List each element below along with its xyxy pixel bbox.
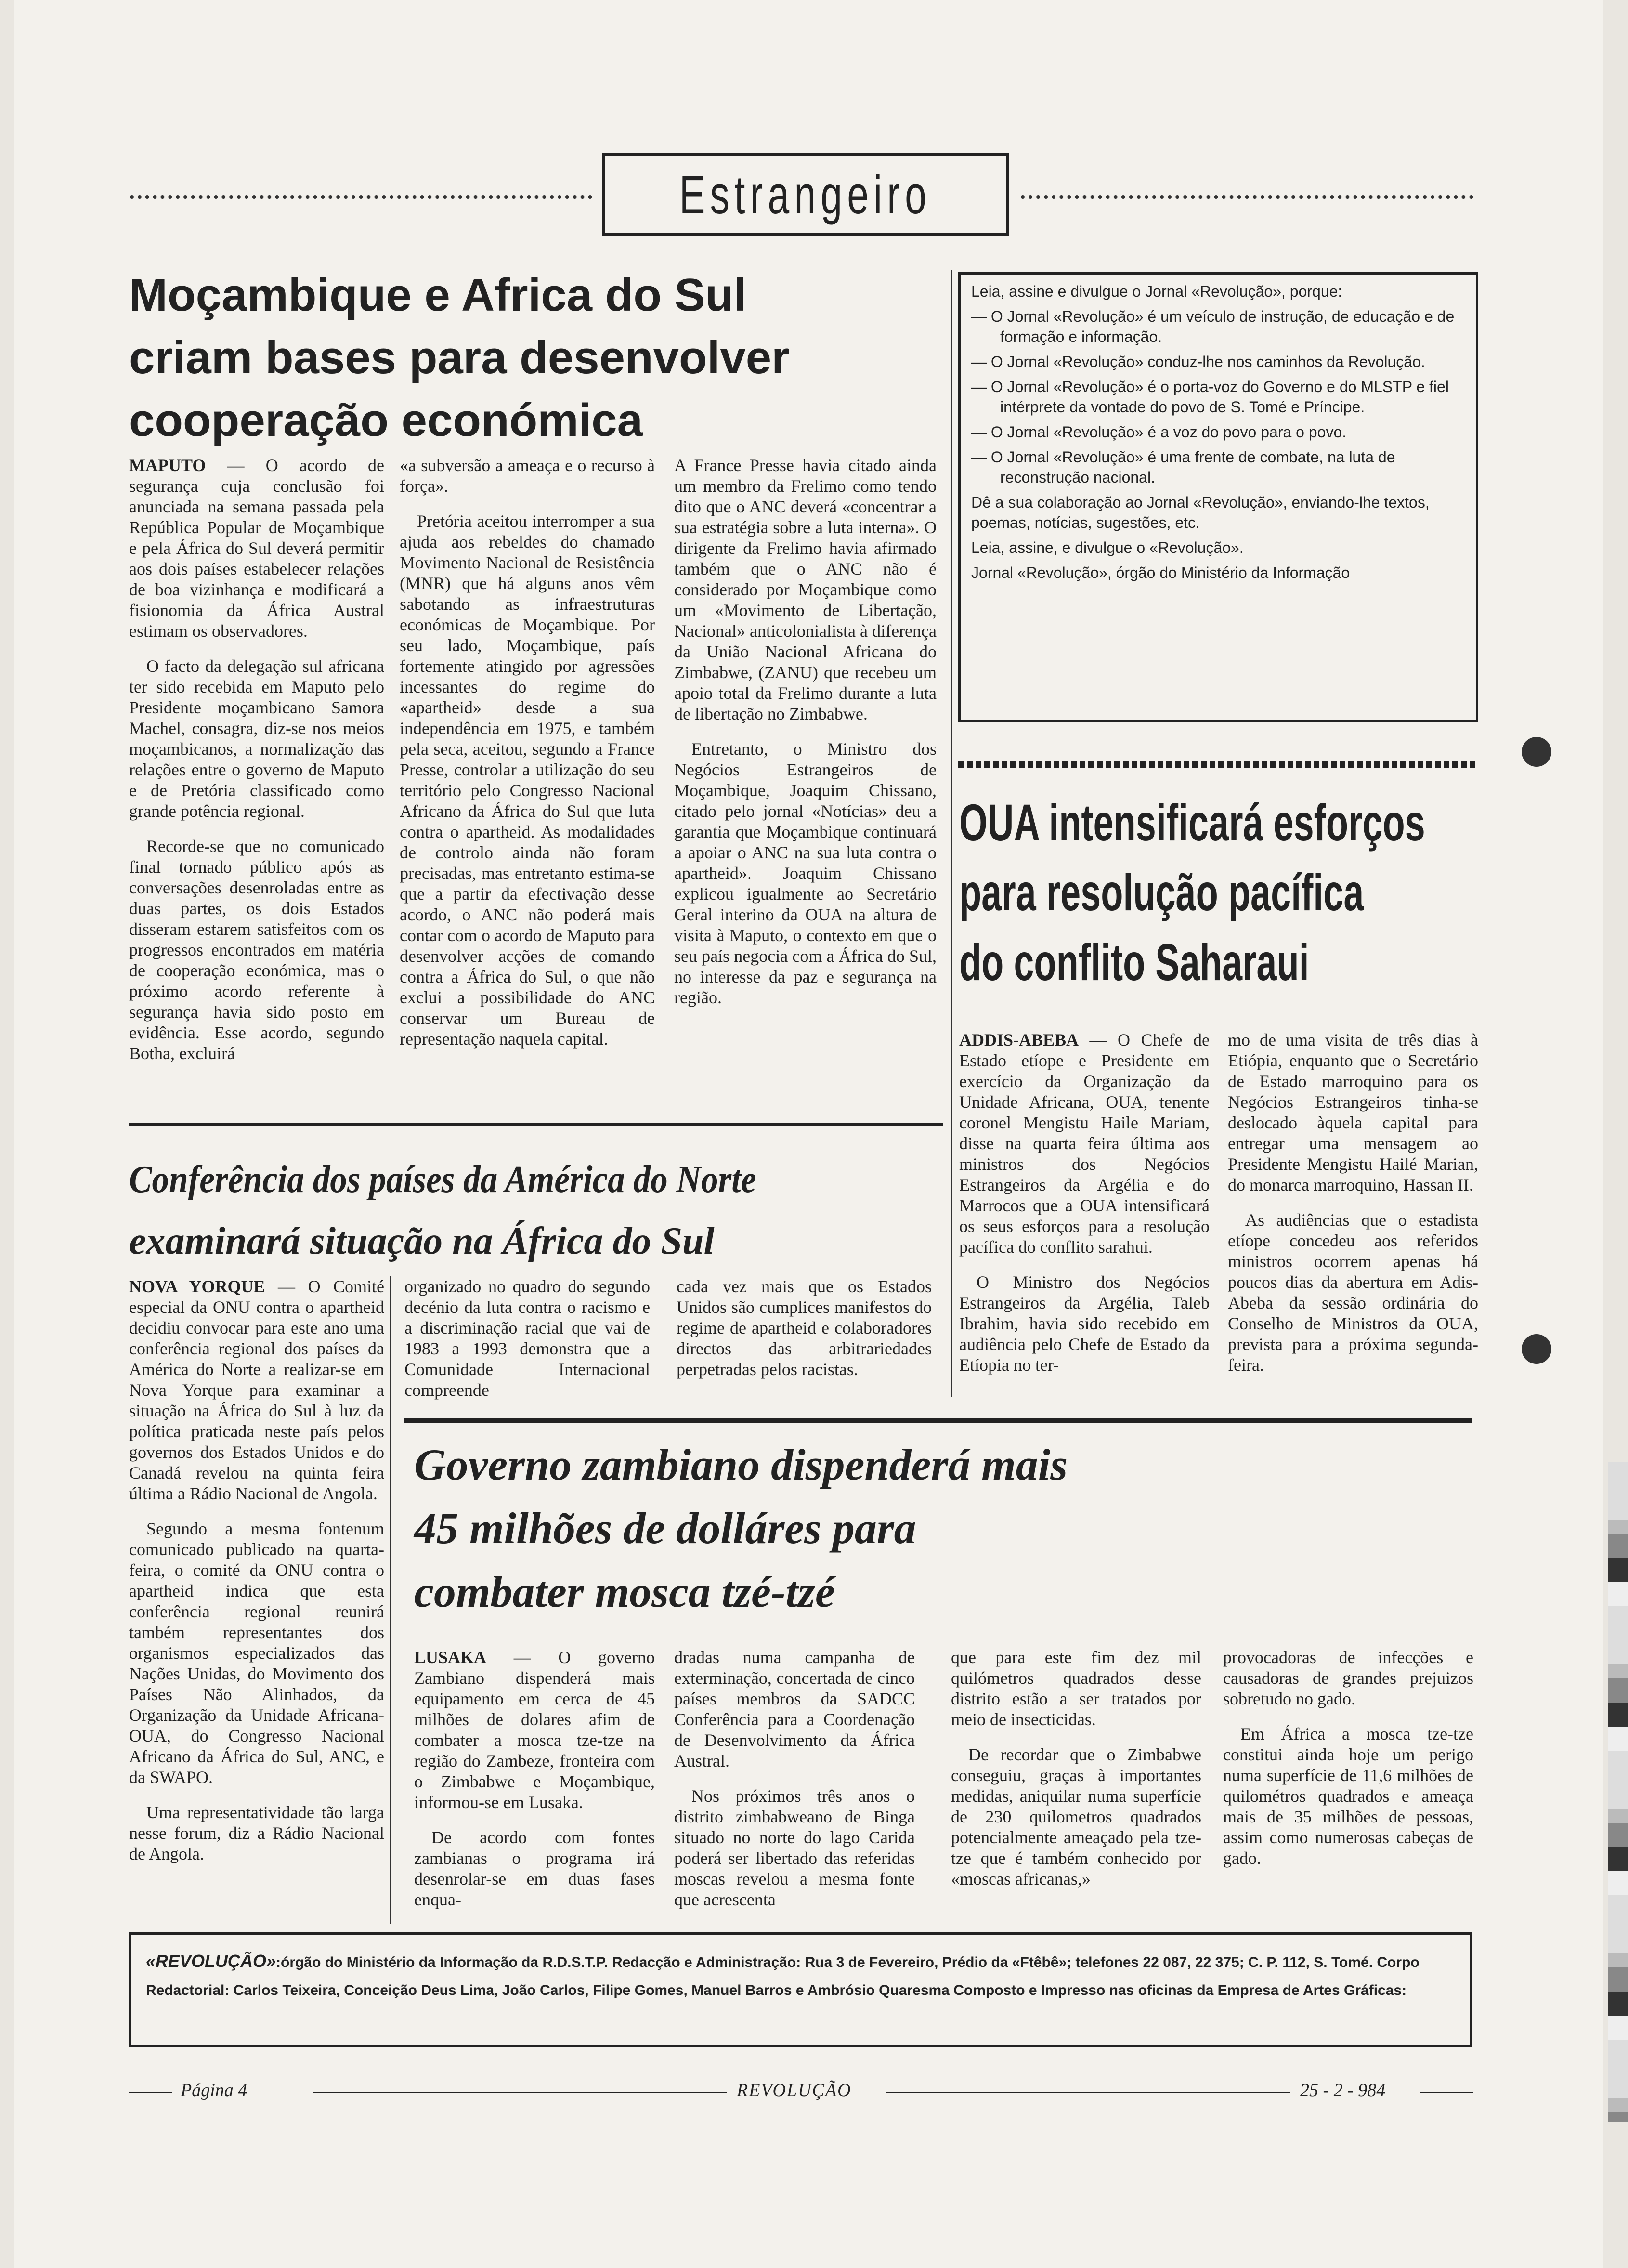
paragraph-text: — O Comité especial da ONU contra o apartheid decidiu convocar para este ano uma conferência regional dos países da América do Norte a realizar-se em Nova Yorque para examinar a situação na África do Sul à luz da política praticada neste país pelos governos dos Estados Unidos e do Canadá revelou na quinta feira última a Rádio Nacional de Angola. [129, 1277, 384, 1503]
promo-item: — O Jornal «Revolução» é o porta-voz do Governo e do MLSTP e fiel intérprete da vontade do povo de S. Tomé e Príncipe. [971, 378, 1449, 416]
paragraph: De acordo com fontes zambianas o programa irá desenrolar-se em duas fases enqua- [414, 1828, 655, 1909]
paragraph: provocadoras de infecções e causadoras de grandes prejuizos sobretudo no gado. [1223, 1648, 1473, 1708]
zambia-top-rule [404, 1418, 1472, 1423]
paragraph: Uma representatividade tão larga nesse forum, diz a Rádio Nacional de Angola. [129, 1803, 384, 1863]
paragraph: O Ministro dos Negócios Estrangeiros da Argélia, Taleb Ibrahim, havia sido recebido em audiência pelo Chefe de Estado da Etíopia no ter- [959, 1272, 1210, 1375]
dateline: MAPUTO [129, 456, 206, 475]
promo-intro: Leia, assine e divulgue o Jornal «Revolução», porque: [971, 283, 1342, 300]
article1-headline [129, 264, 948, 452]
paragraph [959, 1030, 1210, 1258]
zambia-col1 [414, 1647, 655, 1925]
paragraph: Segundo a mesma fontenum comunicado publicado na quarta-feira, o comité da ONU contra o apartheid indica que esta conferência regional reunirá também representantes dos organismos especializados das Nações Unidas, do Movimento dos Países Não Alinhados, da Organização da Unidade Africana-OUA, do Congresso Nacional Africano da África do Sul, ANC, e da SWAPO. [129, 1519, 384, 1787]
paragraph: mo de uma visita de três dias à Etiópia, enquanto que o Secretário de Estado marroquino para os Negócios Estrangeiros tinha-se deslocado àquela capital para entregar uma mensagem ao Presidente Mengistu Hailé Marian, do monarca marroquino, Hassan II. [1228, 1030, 1478, 1194]
dateline: ADDIS-ABEBA [959, 1030, 1079, 1049]
conference-col3 [677, 1276, 932, 1394]
paragraph: que para este fim dez mil quilómetros quadrados desse distrito estão a ser tratados por meio de insecticidas. [951, 1648, 1201, 1729]
zambia-headline-line: Governo zambiano dispenderá mais [414, 1440, 1068, 1489]
paragraph: Pretória aceitou interromper a sua ajuda aos rebeldes do chamado Movimento Nacional de Resistência (MNR) que há alguns anos vêm sabotando as infraestruturas económicas de Moçambique. Por seu lado, Moçambique, país fortemente atingido por agressões incessantes do regime do «apartheid» desde a sua independência em 1975, e também pela seca, aceitou, segundo a France Presse, controlar a utilização do seu território pelo Congresso Nacional Africano da África do Sul que luta contra o apartheid. As modalidades de controlo ainda não foram precisadas, mas entretanto estima-se que a partir da efectivação desse acordo, o ANC não poderá mais contar com o acordo de Maputo para desenvolver acções de comando contra a África do Sul, o que não exclui a possibilidade do ANC conservar um Bureau de representação naquela capital. [400, 511, 655, 1049]
paragraph: De recordar que o Zimbabwe conseguiu, graças à importantes medidas, aniquilar numa superfície de 230 quilometros quadrados potencialmente ameaçado pela tze-tze que é também conhecido por «moscas africanas,» [951, 1745, 1201, 1888]
zambia-headline [414, 1433, 1473, 1624]
oua-headline-line: OUA intensificará esforços [959, 793, 1425, 852]
promo-signature: Jornal «Revolução», órgão do Ministério da Informação [971, 564, 1350, 581]
paragraph [129, 455, 384, 642]
footer-rule-right [1420, 2092, 1473, 2093]
promo-item: — O Jornal «Revolução» é uma frente de combate, na luta de reconstrução nacional. [971, 448, 1395, 486]
footer-page: Página 4 [181, 2080, 247, 2100]
oua-headline-line: para resolução pacífica [959, 863, 1364, 921]
masthead-box [129, 1932, 1472, 2047]
header-rule-left [130, 195, 592, 199]
article1-col3 [674, 455, 937, 1023]
paragraph: Recorde-se que no comunicado final tornado público após as conversações desenroladas entre as duas partes, os dois Estados disseram estarem satisfeitos com os progressos encontrados em matéria de cooperação económica, mas o próximo acordo referente à segurança havia sido posto em evidência. Esse acordo, segundo Botha, excluirá [129, 837, 384, 1063]
color-calibration-strip [1608, 1462, 1628, 2122]
paragraph: «a subversão a ameaça e o recurso à força». [400, 456, 655, 496]
subscription-promo-box [958, 272, 1478, 722]
footer-rule-left [129, 2092, 172, 2093]
oua-top-rule [958, 761, 1478, 768]
article1-bottom-rule [129, 1123, 943, 1126]
zambia-col2 [674, 1647, 915, 1925]
right-column-divider [951, 270, 952, 1397]
conference-col1 [129, 1276, 384, 1879]
promo-item: — O Jornal «Revolução» é a voz do povo para o povo. [971, 423, 1347, 441]
paragraph-text: — O acordo de segurança cuja conclusão foi anunciada na semana passada pela República Popular de Moçambique e pela África do Sul deverá permitir aos dois países estabelecer relações de boa vizinhança e modificará a fisionomia da África Austral estimam os observadores. [129, 456, 384, 641]
zambia-headline-line: combater mosca tzé-tzé [414, 1567, 835, 1616]
article1-headline-line: Moçambique e Africa do Sul [129, 269, 746, 321]
paragraph: As audiências que o estadista etíope concedeu aos referidos ministros ocorrem apenas há poucos dias da abertura em Adis-Abeba da sessão ordinária do Conselho de Ministros da OUA, prevista para a próxima segunda-feira. [1228, 1210, 1478, 1375]
conference-col2 [404, 1276, 650, 1415]
article1-col2 [400, 455, 655, 1064]
masthead-name: «REVOLUÇÃO» [146, 1951, 276, 1971]
article1-col1 [129, 455, 384, 1078]
paragraph: Em África a mosca tze-tze constitui ainda hoje um perigo numa superfície de 11,6 milhões de quilométros quadrados e ameaça mais de 35 milhões de pessoas, assim como numerosas cabeças de gado. [1223, 1724, 1473, 1868]
dateline: NOVA YORQUE [129, 1277, 265, 1296]
oua-headline [959, 787, 1479, 997]
article1-headline-line: cooperação económica [129, 394, 643, 446]
masthead-text: :órgão do Ministério da Informação da R.D.S.T.P. Redacção e Administração: Rua 3 de Fevereiro, Prédio da «Ftêbê»; telefones 22 087, 22 375; C. P. 112, S. Tomé. Corpo Redactorial: Carlos Teixeira, Conceição Deus Lima, João Carlos, Filipe Gomes, Manuel Barros e Ambrósio Quaresma Composto e Impresso nas oficinas da Empresa de Artes Gráficas: [146, 1954, 1420, 1998]
paragraph: Entretanto, o Ministro dos Negócios Estrangeiros de Moçambique, Joaquim Chissano, citado pelo jornal «Notícias» deu a garantia que Moçambique continuará a apoiar o ANC na sua luta contra o apartheid». Joaquim Chissano explicou igualmente ao Secretário Geral interino da OUA na altura de visita à Maputo, o contexto em que o seu país negocia com a África do Sul, no interesse da paz e segurança na região. [674, 739, 937, 1007]
header-rule-right [1021, 195, 1473, 199]
footer-rule-mid2 [886, 2092, 1290, 2093]
section-title-box [602, 153, 1009, 236]
section-title: Estrangeiro [679, 164, 932, 225]
conference-headline-line: Conferência dos países da América do Norte [129, 1158, 756, 1201]
left-column-divider [390, 1276, 391, 1924]
binder-hole [1522, 1334, 1551, 1364]
paragraph: cada vez mais que os Estados Unidos são cumplices manifestos do regime de apartheid e colaboradores directos das arbitrariedades perpetradas pelos racistas. [677, 1277, 932, 1379]
promo-item: — O Jornal «Revolução» é um veículo de instrução, de educação e de formação e informação. [971, 308, 1455, 345]
footer-date: 25 - 2 - 984 [1300, 2080, 1386, 2100]
paragraph-text: — O governo Zambiano dispenderá mais equipamento em cerca de 45 milhões de dolares afim de combater a mosca tze-tze na região do Zambeze, fronteira com o Zimbabwe e Moçambique, informou-se em Lusaka. [414, 1648, 655, 1812]
conference-headline [129, 1149, 948, 1272]
paragraph: Nos próximos três anos o distrito zimbabweano de Binga situado no norte do lago Carida poderá ser libertado das referidas moscas revelou a mesma fonte que acrescenta [674, 1786, 915, 1909]
promo-collab: Dê a sua colaboração ao Jornal «Revolução», enviando-lhe textos, poemas, notícias, sugestões, etc. [971, 494, 1430, 531]
paragraph [129, 1276, 384, 1504]
zambia-col4 [1223, 1647, 1473, 1883]
oua-col1 [959, 1030, 1210, 1390]
zambia-col3 [951, 1647, 1201, 1904]
zambia-headline-line: 45 milhões de dolláres para [414, 1504, 916, 1553]
conference-headline-line: examinará situação na África do Sul [129, 1220, 715, 1262]
promo-closing: Leia, assine, e divulgue o «Revolução». [971, 539, 1244, 556]
paragraph: A France Presse havia citado ainda um membro da Frelimo como tendo dito que o ANC deverá «concentrar a sua estratégia sobre a luta interna». O dirigente da Frelimo havia afirmado também que o ANC não é considerado por Moçambique como um «Movimento de Libertação, Nacional» anticolonialista à diferença da União Nacional Africana do Zimbabwe, (ZANU) que recebeu um apoio total da Frelimo durante a luta de libertação no Zimbabwe. [674, 456, 937, 723]
paragraph [414, 1647, 655, 1813]
paragraph-text: — O Chefe de Estado etíope e Presidente em exercício da Organização da Unidade Africana, OUA, tenente coronel Mengistu Haile Mariam, disse na quarta feira última aos ministros dos Negócios Estrangeiros da Argélia e do Marrocos que a OUA intensificará os seus esforços para a resolução pacífica do conflito sarahui. [959, 1030, 1210, 1257]
paragraph: O facto da delegação sul africana ter sido recebida em Maputo pelo Presidente moçambicano Samora Machel, consagra, diz-se nos meios moçambicanos, a normalização das relações entre o governo de Maputo e de Pretória classificado como grande potência regional. [129, 656, 384, 821]
footer-paper-name: REVOLUÇÃO [737, 2080, 852, 2100]
paragraph: organizado no quadro do segundo decénio da luta contra o racismo e a discriminação racial que vai de 1983 a 1993 demonstra que a Comunidade Internacional compreende [404, 1277, 650, 1400]
newspaper-page [14, 0, 1603, 2268]
footer-rule-mid1 [313, 2092, 727, 2093]
promo-item: — O Jornal «Revolução» conduz-lhe nos caminhos da Revolução. [971, 353, 1425, 370]
oua-col2 [1228, 1030, 1478, 1390]
oua-headline-line: do conflito Saharaui [959, 933, 1309, 991]
paragraph: dradas numa campanha de exterminação, concertada de cinco países membros da SADCC Conferência para a Coordenação de Desenvolvimento da África Austral. [674, 1648, 915, 1770]
dateline: LUSAKA [414, 1648, 487, 1667]
article1-headline-line: criam bases para desenvolver [129, 332, 790, 383]
binder-hole [1522, 737, 1551, 767]
